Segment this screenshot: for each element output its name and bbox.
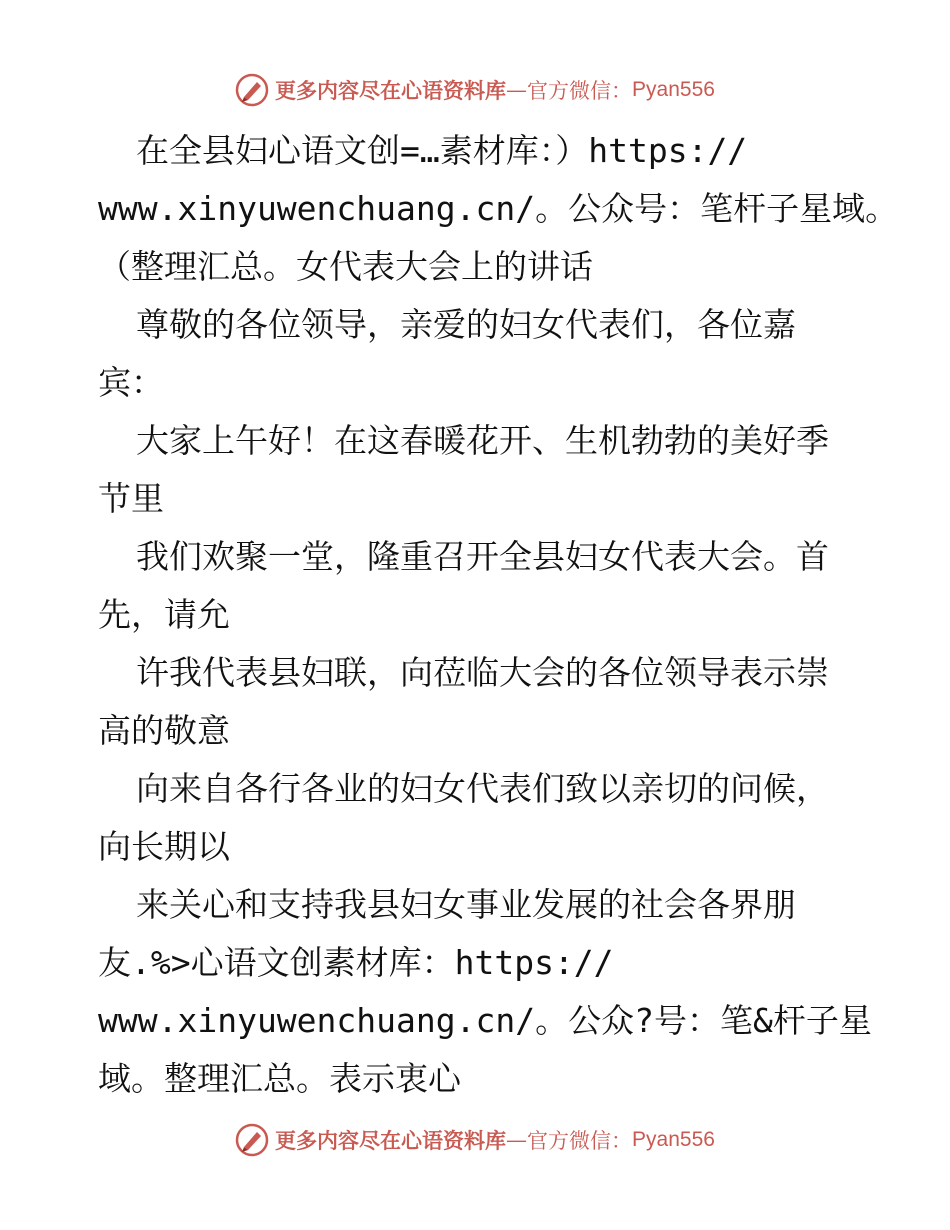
body-line: 域。整理汇总。表示衷心: [98, 1059, 461, 1098]
pen-logo-icon: [235, 1123, 269, 1157]
banner-sub-text: 官方微信：: [527, 1129, 633, 1153]
body-line: 尊敬的各位领导，亲爱的妇女代表们，各位嘉: [136, 305, 796, 344]
banner-sub-text: 官方微信：: [527, 79, 633, 103]
body-line: 向长期以: [98, 827, 230, 866]
pen-logo-icon: [235, 73, 269, 107]
banner-main-text: 更多内容尽在心语资料库: [275, 1128, 507, 1153]
body-line: 高的敬意: [98, 711, 230, 750]
banner-wechat-id: Pyan556: [632, 78, 715, 101]
banner-wechat-id: Pyan556: [632, 1128, 715, 1151]
body-line: www.xinyuwenchuang.cn/。公众?号：笔&杆子星: [98, 1001, 872, 1040]
body-line: 友.%>心语文创素材库：https://: [98, 943, 614, 982]
body-line: 我们欢聚一堂，隆重召开全县妇女代表大会。首: [136, 537, 829, 576]
footer-banner: [0, 1120, 950, 1160]
body-line: 许我代表县妇联，向莅临大会的各位领导表示崇: [136, 653, 829, 692]
body-line: 大家上午好！在这春暖花开、生机勃勃的美好季: [136, 421, 829, 460]
body-line: 节里: [98, 479, 164, 518]
body-line: 来关心和支持我县妇女事业发展的社会各界朋: [136, 885, 796, 924]
document-body: [98, 122, 899, 1108]
header-banner: [0, 70, 950, 110]
banner-main-text: 更多内容尽在心语资料库: [275, 78, 507, 103]
body-line: （整理汇总。女代表大会上的讲话: [98, 247, 593, 286]
body-line: 先，请允: [98, 595, 230, 634]
body-line: 在全县妇心语文创=…素材库：）https://: [136, 131, 748, 170]
body-line: www.xinyuwenchuang.cn/。公众号：笔杆子星域。: [98, 189, 899, 228]
banner-dash: —: [506, 78, 528, 102]
body-line: 向来自各行各业的妇女代表们致以亲切的问候，: [136, 769, 829, 808]
banner-dash: —: [506, 1128, 528, 1152]
body-line: 宾：: [98, 363, 164, 402]
